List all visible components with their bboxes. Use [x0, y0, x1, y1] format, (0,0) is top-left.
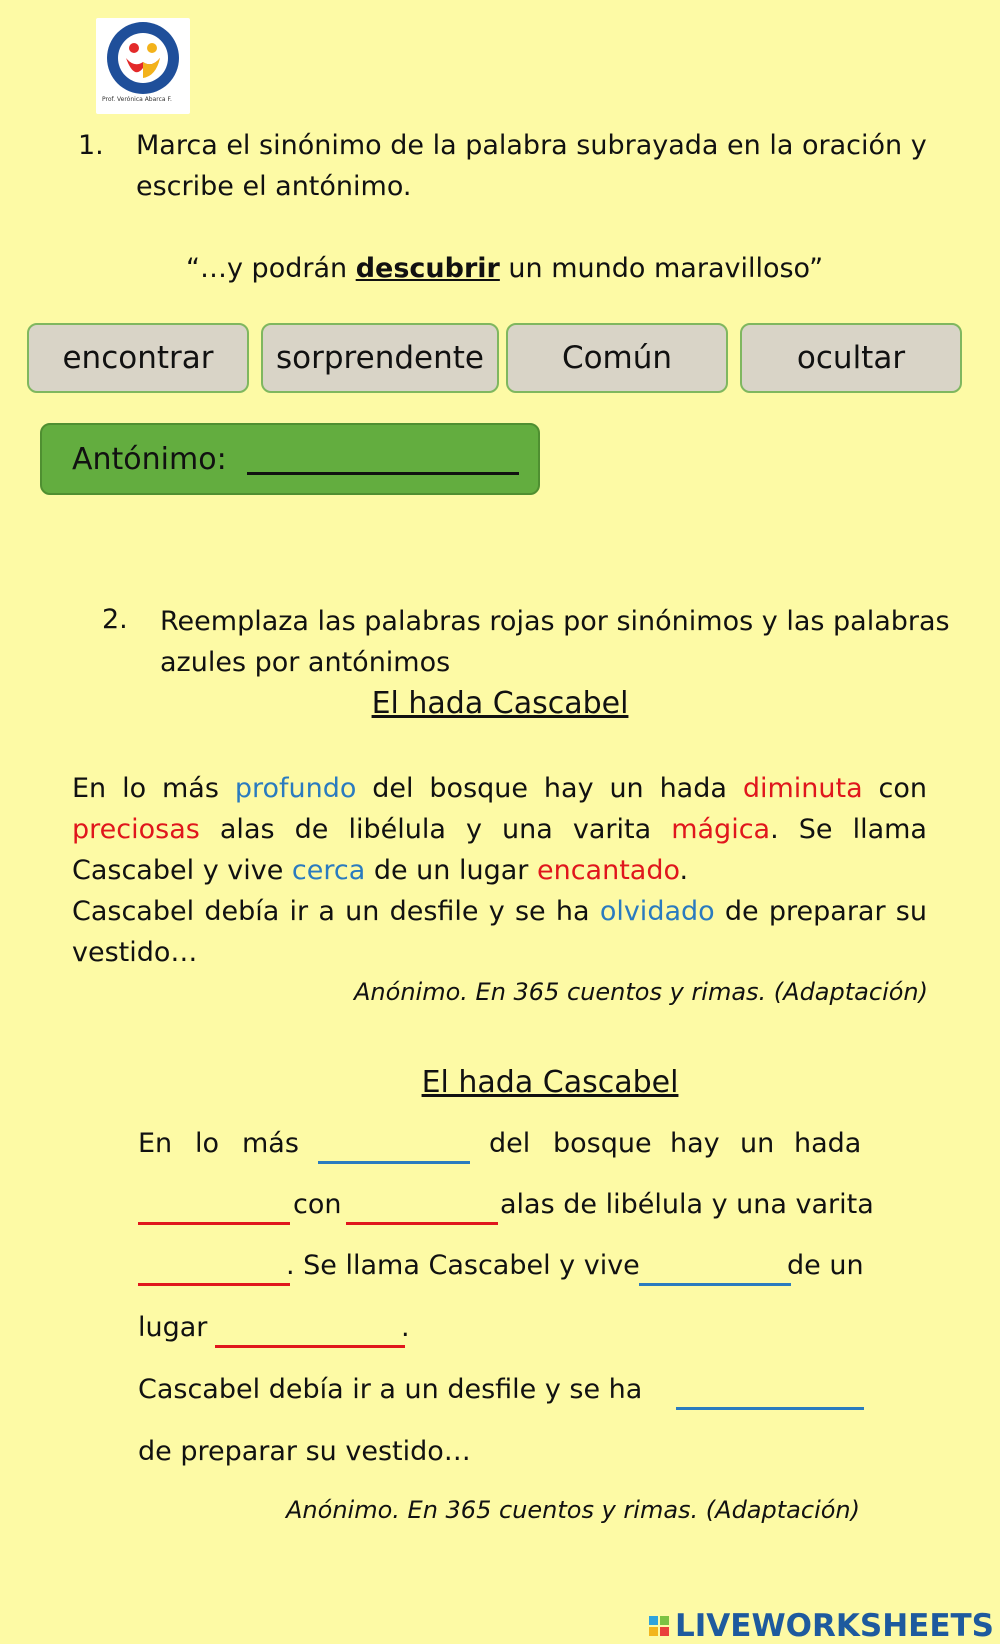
red-word-magica: mágica — [671, 814, 771, 845]
fill-word: del — [489, 1128, 531, 1159]
story-paragraph — [72, 768, 927, 973]
liveworksheets-brand — [649, 1608, 994, 1644]
fill-word: lo — [195, 1128, 220, 1159]
fill-word: bosque — [553, 1128, 652, 1159]
liveworksheets-text: LIVEWORKSHEETS — [675, 1608, 994, 1644]
liveworksheets-icon — [649, 1616, 669, 1636]
fill-word: más — [242, 1128, 299, 1159]
fill-word: de un — [787, 1250, 864, 1281]
option-sorprendente[interactable]: sorprendente — [261, 323, 499, 393]
option-comun[interactable]: Común — [506, 323, 728, 393]
story-text: alas de libélula y una varita — [199, 814, 672, 845]
fill-word: de preparar su vestido… — [138, 1436, 471, 1467]
red-word-preciosas: preciosas — [72, 814, 200, 845]
fill-word: . — [401, 1312, 410, 1343]
blank-diminuta-synonym[interactable] — [138, 1196, 290, 1225]
story-text: . — [679, 855, 689, 886]
blank-preciosas-synonym[interactable] — [346, 1196, 498, 1225]
story-text: de un lugar — [365, 855, 537, 886]
story-text: con — [862, 773, 927, 804]
story-text: Cascabel debía ir a un desfile y se ha — [72, 896, 600, 927]
fill-word: lugar — [138, 1312, 208, 1343]
fill-word: . Se llama Cascabel y vive — [286, 1250, 640, 1281]
question-2-line-1: Reemplaza las palabras rojas por sinónimos y las palabras — [160, 606, 950, 637]
blue-word-cerca: cerca — [291, 855, 366, 886]
fill-word: Cascabel debía ir a un desfile y se ha — [138, 1374, 643, 1405]
quote-sentence — [186, 253, 823, 284]
red-word-encantado: encantado — [536, 855, 680, 886]
fill-source: Anónimo. En 365 cuentos y rimas. (Adaptación) — [286, 1496, 860, 1524]
question-1-number: 1. — [78, 130, 104, 161]
fill-word: hay — [670, 1128, 720, 1159]
blank-magica-synonym[interactable] — [138, 1257, 290, 1286]
story-source: Anónimo. En 365 cuentos y rimas. (Adaptación) — [354, 978, 928, 1006]
story-text: del bosque hay un hada — [356, 773, 743, 804]
blank-olvidado-antonym[interactable] — [676, 1381, 864, 1410]
question-1-text — [136, 125, 956, 207]
antonym-input[interactable] — [247, 444, 519, 475]
school-logo — [96, 18, 190, 114]
option-encontrar[interactable]: encontrar — [27, 323, 249, 393]
question-1-line-2: escribe el antónimo. — [136, 171, 412, 202]
question-2-line-2: azules por antónimos — [160, 647, 451, 678]
logo-caption: Prof. Verónica Abarca F. — [102, 96, 172, 103]
antonym-box — [40, 423, 540, 495]
question-2-number: 2. — [102, 604, 128, 635]
blank-encantado-synonym[interactable] — [215, 1319, 405, 1348]
fill-title: El hada Cascabel — [421, 1065, 679, 1100]
question-1-line-1: Marca el sinónimo de la palabra subrayada en la oración y — [136, 130, 927, 161]
blue-word-profundo: profundo — [234, 773, 357, 804]
fill-word: hada — [794, 1128, 862, 1159]
blank-profundo-antonym[interactable] — [318, 1135, 470, 1164]
story-text: . Se llama Cascabel y vive — [72, 814, 927, 886]
antonym-label: Antónimo: — [72, 441, 227, 477]
underlined-word: descubrir — [355, 253, 500, 284]
fill-word: con — [293, 1189, 342, 1220]
logo-emblem-icon — [96, 18, 190, 98]
red-word-diminuta: diminuta — [742, 773, 863, 804]
blank-cerca-antonym[interactable] — [639, 1257, 791, 1286]
quote-before: “…y podrán — [186, 253, 356, 284]
fill-word: alas de libélula y una varita — [500, 1189, 874, 1220]
story-title: El hada Cascabel — [371, 686, 629, 721]
fill-word: En — [138, 1128, 173, 1159]
option-ocultar[interactable]: ocultar — [740, 323, 962, 393]
fill-word: un — [740, 1128, 775, 1159]
story-text: de preparar su vestido… — [72, 896, 927, 968]
question-2-text — [160, 601, 960, 683]
quote-after: un mundo maravilloso” — [499, 253, 824, 284]
blue-word-olvidado: olvidado — [599, 896, 715, 927]
story-text: En lo más — [72, 773, 235, 804]
